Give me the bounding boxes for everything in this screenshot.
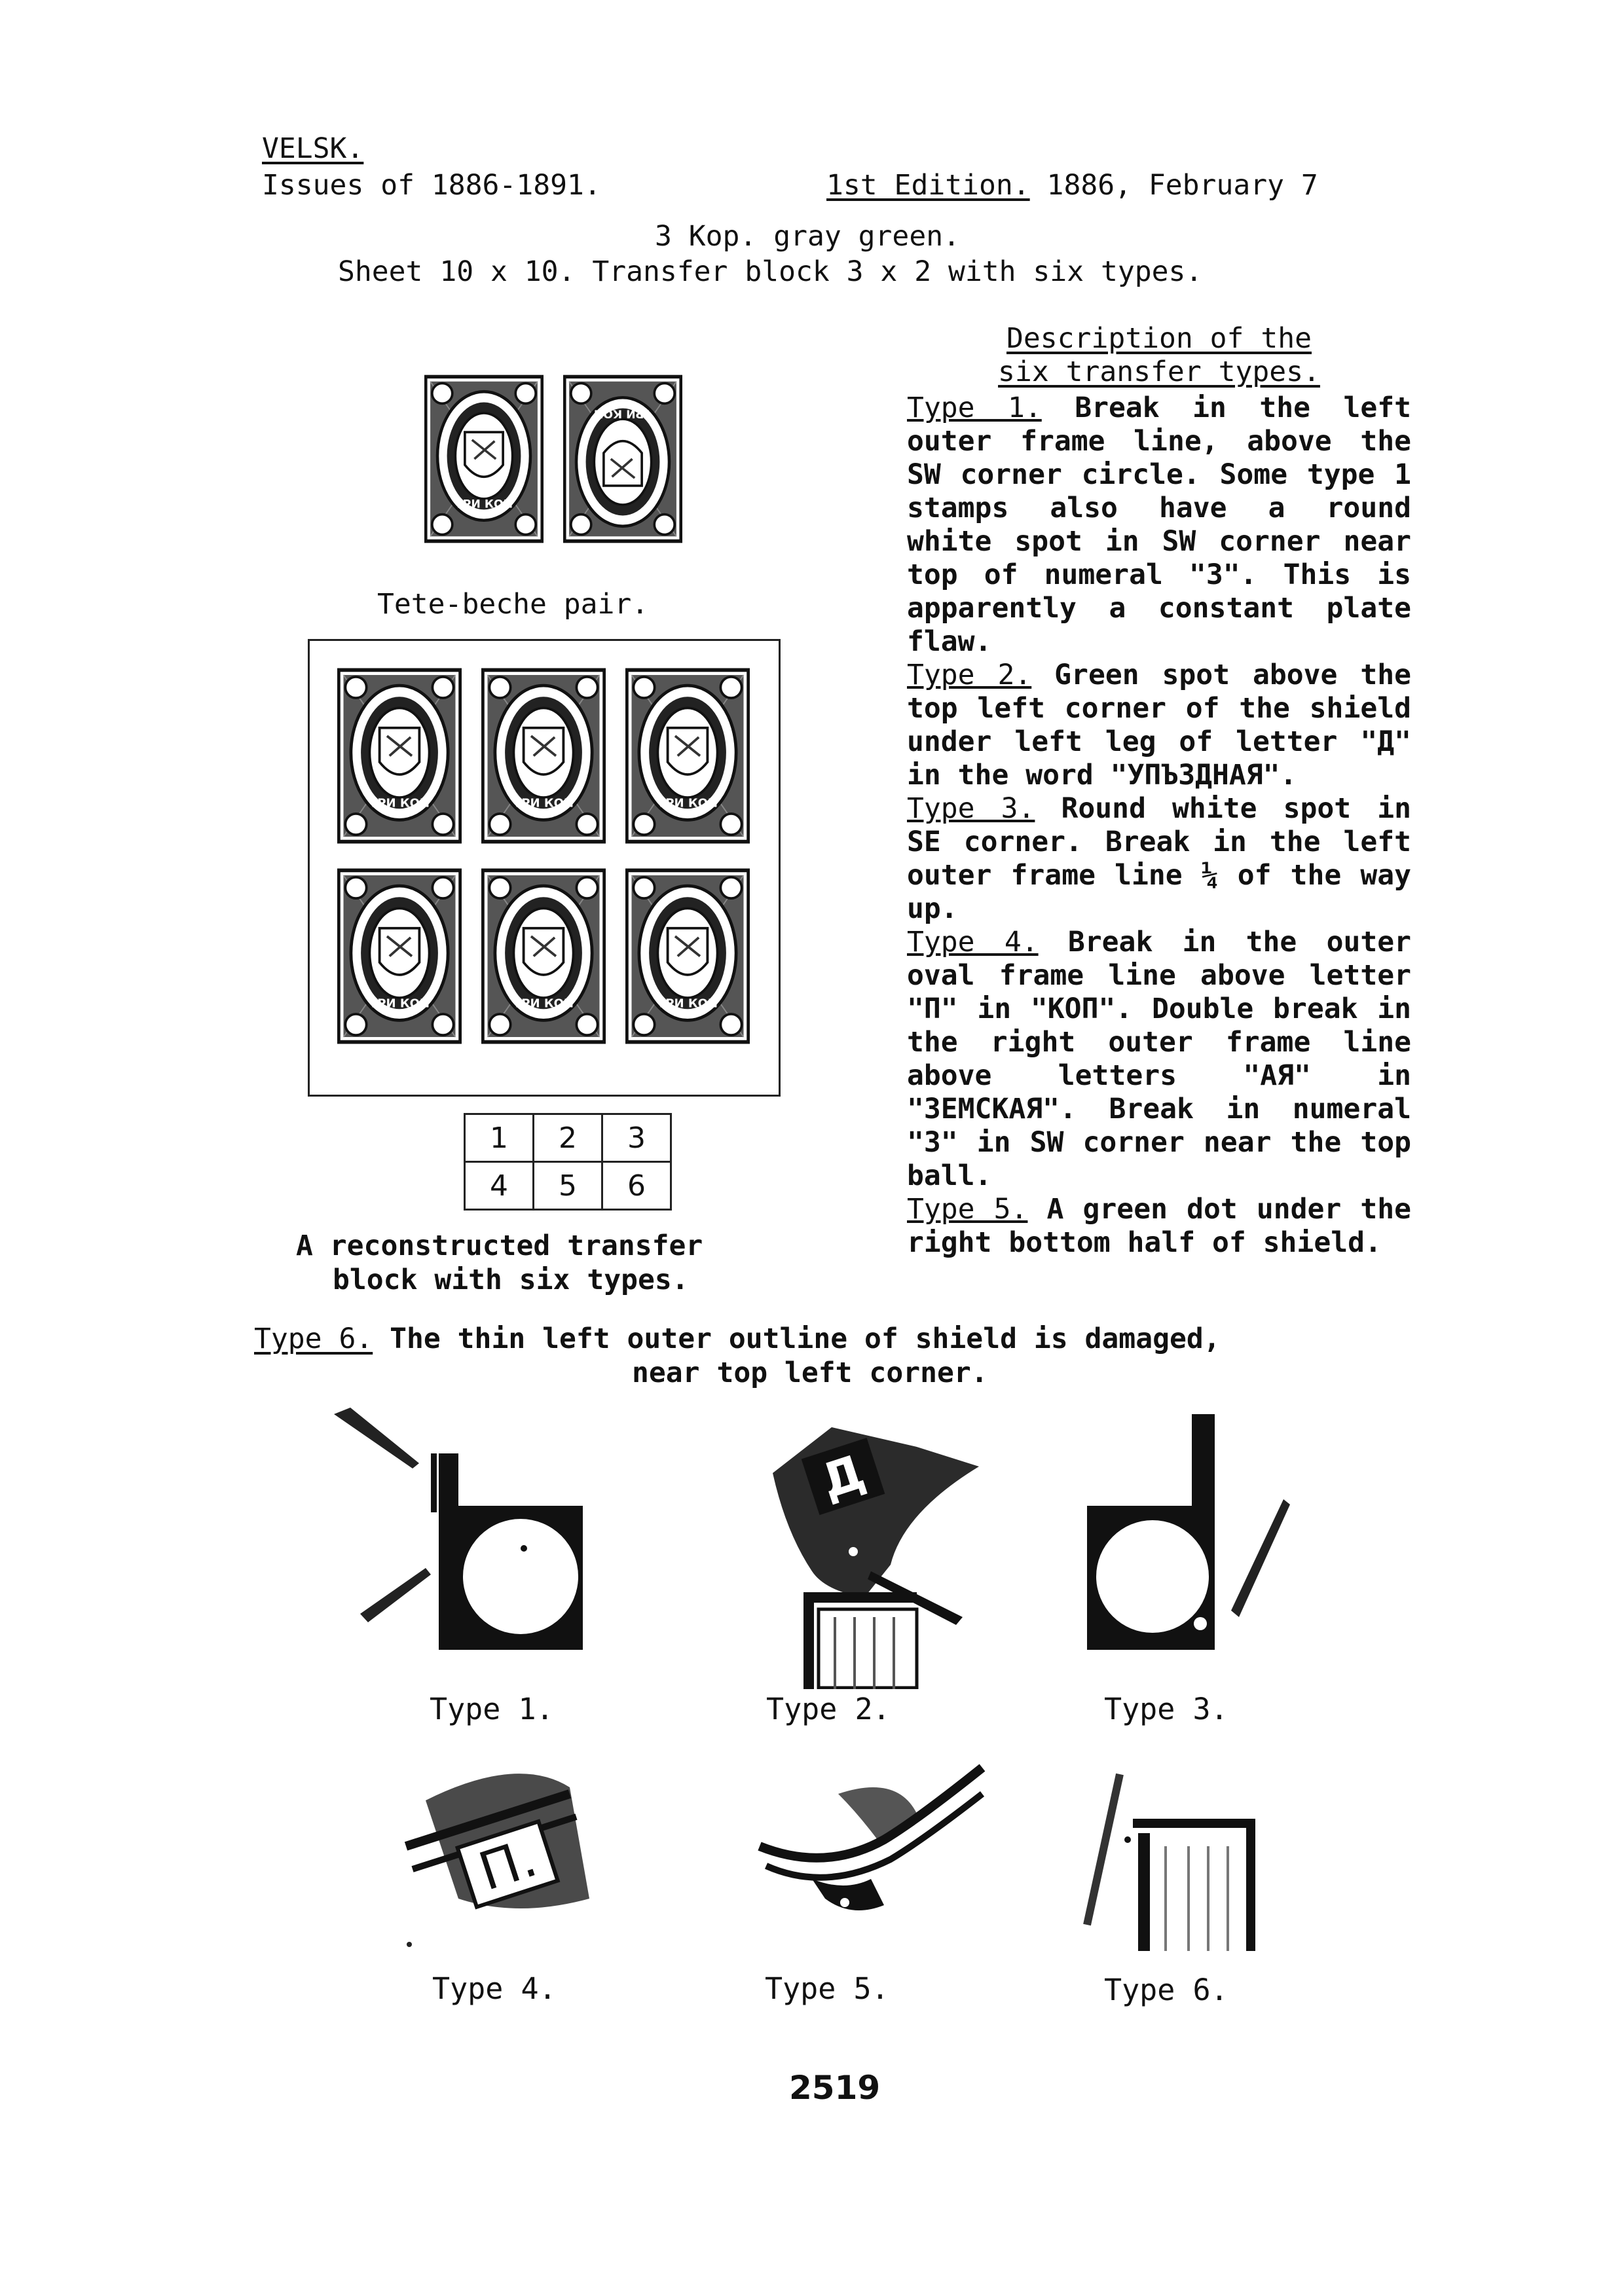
type-label: Type 3. (907, 792, 1035, 825)
type-label: Type 1. (907, 392, 1042, 424)
stamp-value-label: ТРИ КОП (369, 796, 430, 811)
block-caption-1: A reconstructed transfer (296, 1230, 703, 1262)
grid-cell: 1 (465, 1114, 534, 1162)
stamp-image (424, 367, 544, 551)
type-4-description (907, 926, 1411, 1193)
type-6-caption: Type 6. (1104, 1973, 1228, 2007)
type-5-detail (747, 1755, 995, 1951)
description-heading-1: Description of the (1006, 322, 1312, 355)
stamp-image (481, 663, 606, 849)
stamp-value-label: ТРИ КОП (657, 996, 718, 1011)
type-2-detail (747, 1401, 1022, 1689)
edition-line (826, 169, 1318, 202)
stamp-image (625, 663, 750, 849)
description-heading-2: six transfer types. (998, 355, 1320, 388)
type-label: Type 4. (907, 926, 1039, 958)
type-3-detail (1074, 1401, 1323, 1689)
type-text: Break in the outer oval frame line above letter "П" in "КОП". Double break in the right outer frame line above letters "АЯ" in "ЗЕМСКАЯ". Break in numeral "3" in SW corner near the top ball. (907, 926, 1412, 1192)
type-label: Type 6. (254, 1322, 373, 1355)
type-4-caption: Type 4. (432, 1971, 557, 2006)
type-3-caption: Type 3. (1104, 1692, 1228, 1726)
grid-cell: 2 (534, 1114, 602, 1162)
stamp-value-label: ТРИ КОП (657, 796, 718, 811)
type-6-description-cont: near top left corner. (632, 1357, 988, 1389)
type-3-description (907, 792, 1411, 926)
edition-date: 1886, February 7 (1029, 169, 1318, 202)
town-title: VELSK. (262, 132, 364, 165)
type-4-letter: П. (471, 1827, 544, 1903)
type-4-detail (386, 1755, 609, 1958)
grid-cell: 6 (602, 1162, 671, 1210)
sheet-line: Sheet 10 x 10. Transfer block 3 x 2 with six types. (338, 255, 1203, 288)
grid-cell: 3 (602, 1114, 671, 1162)
issues-line: Issues of 1886-1891. (262, 169, 601, 202)
type-6-description (254, 1322, 1221, 1356)
stamp-image (337, 663, 462, 849)
edition-label: 1st Edition. (826, 169, 1030, 202)
stamp-image (481, 863, 606, 1049)
stamp-value-label: ТРИ КОП (454, 498, 513, 511)
type-1-caption: Type 1. (430, 1692, 554, 1726)
grid-cell: 5 (534, 1162, 602, 1210)
type-2-description (907, 659, 1411, 792)
stamp-line: 3 Kop. gray green. (655, 220, 960, 253)
stamp-image (563, 367, 682, 551)
description-column (907, 322, 1411, 1260)
type-text: The thin left outer outline of shield is damaged, (390, 1322, 1221, 1355)
stamp-image (337, 863, 462, 1049)
type-text: Break in the left outer frame line, above the SW corner circle. Some type 1 stamps also have a round white spot in SW corner near top of numeral "3". This is apparently a constant plate flaw. (907, 392, 1412, 658)
position-grid (464, 1113, 672, 1211)
stamp-image (625, 863, 750, 1049)
tete-beche-caption: Tete-beche pair. (377, 588, 649, 621)
type-1-description (907, 392, 1411, 659)
stamp-value-label: ТРИ КОП (369, 996, 430, 1011)
stamp-value-label: ТРИ КОП (513, 796, 574, 811)
type-text: Round white spot in SE corner. Break in the left outer frame line ¼ of the way up. (907, 792, 1411, 925)
block-caption-2: block with six types. (333, 1264, 689, 1296)
type-2-letter: Д (814, 1444, 872, 1510)
stamp-value-label: ТРИ КОП (593, 407, 652, 420)
type-6-detail (1067, 1755, 1264, 1964)
type-text: A green dot under the right bottom half of shield. (907, 1193, 1412, 1259)
page-number: 2519 (789, 2069, 881, 2107)
type-5-description (907, 1193, 1411, 1260)
type-label: Type 2. (907, 659, 1032, 691)
stamp-value-label: ТРИ КОП (513, 996, 574, 1011)
grid-cell: 4 (465, 1162, 534, 1210)
type-2-caption: Type 2. (766, 1692, 891, 1726)
type-5-caption: Type 5. (765, 1971, 889, 2006)
type-text: Green spot above the top left corner of the shield under left leg of letter "Д" in the word "УПЪЗДНАЯ". (907, 659, 1412, 792)
type-1-detail (321, 1401, 616, 1689)
type-label: Type 5. (907, 1193, 1028, 1226)
